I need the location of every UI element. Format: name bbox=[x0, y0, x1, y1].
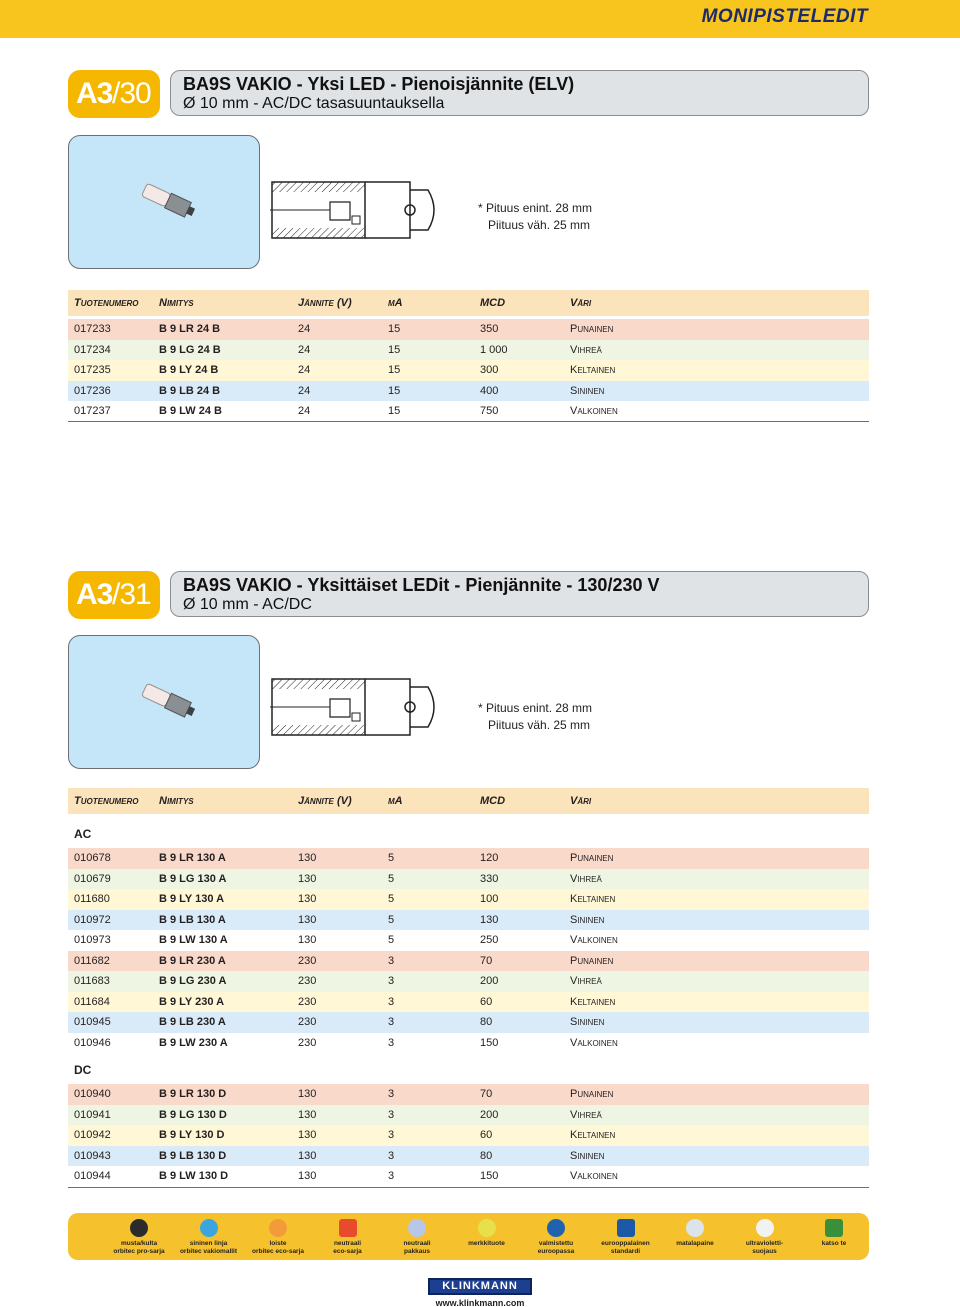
table-row bbox=[68, 319, 869, 340]
black-gold-led-icon bbox=[130, 1219, 148, 1237]
name-cell: B 9 LW 230 A bbox=[159, 1036, 228, 1049]
legend-item bbox=[174, 1219, 244, 1256]
name-cell: B 9 LW 130 D bbox=[159, 1170, 229, 1182]
page-title: MONIPISTELEDIT bbox=[701, 6, 868, 27]
color-cell: Keltainen bbox=[570, 1129, 616, 1141]
table-row bbox=[68, 1146, 869, 1167]
name-cell: B 9 LR 230 A bbox=[159, 954, 226, 967]
mcd-cell: 130 bbox=[480, 913, 499, 926]
color-cell: Keltainen bbox=[570, 364, 616, 376]
col-mcd: MCD bbox=[480, 795, 506, 807]
table-row bbox=[68, 1125, 869, 1146]
col-product-number: Tuotenumero bbox=[74, 795, 139, 807]
color-cell: Vihreä bbox=[570, 343, 602, 356]
mcd-cell: 200 bbox=[480, 1108, 499, 1121]
legend-line1: loiste bbox=[269, 1240, 287, 1247]
name-cell: B 9 LB 230 A bbox=[159, 1016, 226, 1028]
mcd-cell: 120 bbox=[480, 852, 499, 864]
section-subtitle: Ø 10 mm - AC/DC tasasuuntauksella bbox=[183, 95, 445, 112]
mcd-cell: 150 bbox=[480, 1170, 499, 1182]
voltage-cell: 130 bbox=[298, 872, 317, 885]
product-number-cell: 010943 bbox=[74, 1149, 111, 1162]
color-cell: Punainen bbox=[570, 1088, 614, 1100]
color-cell: Vihreä bbox=[570, 1108, 602, 1121]
legend-item bbox=[452, 1219, 522, 1248]
brand-icon bbox=[478, 1219, 496, 1237]
mcd-cell: 300 bbox=[480, 364, 499, 376]
mcd-cell: 80 bbox=[480, 1016, 493, 1028]
table-row bbox=[68, 1012, 869, 1033]
voltage-cell: 230 bbox=[298, 1016, 317, 1028]
code-letter: A3 bbox=[76, 578, 113, 611]
product-number-cell: 010940 bbox=[74, 1088, 111, 1100]
voltage-cell: 24 bbox=[298, 323, 311, 335]
table-row bbox=[68, 1084, 869, 1105]
min-length-text: Piituus väh. 25 mm bbox=[488, 718, 591, 732]
color-cell: Punainen bbox=[570, 323, 614, 335]
ma-cell: 5 bbox=[388, 852, 395, 864]
table-row bbox=[68, 848, 869, 869]
legend-label bbox=[730, 1240, 800, 1256]
product-number-cell: 010972 bbox=[74, 913, 111, 926]
name-cell: B 9 LB 130 D bbox=[159, 1149, 227, 1162]
ma-cell: 3 bbox=[388, 975, 395, 987]
ma-cell: 3 bbox=[388, 1170, 395, 1182]
legend-line1: musta/kulta bbox=[120, 1240, 158, 1247]
voltage-cell: 130 bbox=[298, 1129, 317, 1141]
voltage-cell: 230 bbox=[298, 954, 317, 967]
ma-cell: 3 bbox=[388, 1149, 395, 1162]
product-photo bbox=[68, 135, 260, 269]
section-code-badge bbox=[68, 70, 160, 118]
name-cell: B 9 LY 230 A bbox=[159, 995, 225, 1008]
color-cell: Keltainen bbox=[570, 995, 616, 1008]
product-number-cell: 010942 bbox=[74, 1129, 111, 1141]
legend-line1: ultravioletti- bbox=[745, 1240, 784, 1247]
ma-cell: 15 bbox=[388, 343, 401, 356]
section-code-badge bbox=[68, 571, 160, 619]
product-number-cell: 017236 bbox=[74, 384, 111, 397]
legend-line2: orbitec eco-sarja bbox=[251, 1248, 305, 1255]
table-row bbox=[68, 971, 869, 992]
legend-line2: euroopassa bbox=[537, 1248, 575, 1255]
ma-cell: 3 bbox=[388, 995, 395, 1008]
legend-line1: matalapaine bbox=[676, 1240, 714, 1247]
dimensions-note bbox=[478, 200, 592, 234]
product-number-cell: 017235 bbox=[74, 364, 111, 376]
voltage-cell: 24 bbox=[298, 384, 311, 397]
name-cell: B 9 LG 24 B bbox=[159, 343, 221, 356]
color-cell: Valkoinen bbox=[570, 1036, 618, 1049]
name-cell: B 9 LB 24 B bbox=[159, 384, 221, 397]
color-cell: Sininen bbox=[570, 913, 605, 926]
product-number-cell: 011680 bbox=[74, 893, 110, 905]
table-row bbox=[68, 1105, 869, 1126]
legend-item bbox=[521, 1219, 591, 1256]
col-name: Nimitys bbox=[159, 297, 194, 309]
legend-item bbox=[104, 1219, 174, 1256]
max-length-text: * Pituus enint. 28 mm bbox=[478, 201, 593, 215]
col-voltage: Jännite (V) bbox=[298, 795, 352, 807]
product-number-cell: 010945 bbox=[74, 1016, 111, 1028]
color-cell: Punainen bbox=[570, 954, 614, 967]
product-number-cell: 010941 bbox=[74, 1108, 111, 1121]
mcd-cell: 350 bbox=[480, 323, 499, 335]
table-row bbox=[68, 1166, 869, 1187]
color-cell: Vihreä bbox=[570, 872, 602, 885]
code-number: /31 bbox=[112, 578, 151, 611]
voltage-cell: 24 bbox=[298, 343, 311, 356]
voltage-cell: 130 bbox=[298, 913, 317, 926]
col-name: Nimitys bbox=[159, 795, 194, 807]
see-page-icon bbox=[825, 1219, 843, 1237]
table-row bbox=[68, 340, 869, 361]
mcd-cell: 60 bbox=[480, 1129, 493, 1141]
table-divider bbox=[68, 421, 869, 422]
legend-label bbox=[660, 1240, 730, 1248]
col-voltage: Jännite (V) bbox=[298, 297, 352, 309]
min-length-text: Piituus väh. 25 mm bbox=[488, 218, 591, 232]
section-subtitle: Ø 10 mm - AC/DC bbox=[183, 596, 312, 613]
ma-cell: 3 bbox=[388, 954, 395, 967]
col-mcd: MCD bbox=[480, 297, 506, 309]
legend-label bbox=[243, 1240, 313, 1256]
mcd-cell: 60 bbox=[480, 995, 493, 1008]
legend-label bbox=[521, 1240, 591, 1256]
ma-cell: 15 bbox=[388, 364, 401, 376]
legend-line1: neutraali bbox=[333, 1240, 362, 1247]
table-row bbox=[68, 951, 869, 972]
voltage-cell: 130 bbox=[298, 1108, 317, 1121]
section-title: BA9S VAKIO - Yksittäiset LEDit - Pienjännite - 130/230 V bbox=[183, 575, 660, 595]
color-cell: Vihreä bbox=[570, 975, 602, 987]
code-number: /30 bbox=[112, 77, 151, 110]
legend-line2: pakkaus bbox=[403, 1248, 431, 1255]
voltage-cell: 130 bbox=[298, 934, 317, 946]
ma-cell: 15 bbox=[388, 384, 401, 397]
product-photo bbox=[68, 635, 260, 769]
col-product-number: Tuotenumero bbox=[74, 297, 139, 309]
eco-icon bbox=[339, 1219, 357, 1237]
table-row bbox=[68, 992, 869, 1013]
table-row bbox=[68, 360, 869, 381]
mcd-cell: 70 bbox=[480, 954, 493, 967]
ma-cell: 15 bbox=[388, 405, 401, 417]
legend-label bbox=[452, 1240, 522, 1248]
ma-cell: 15 bbox=[388, 323, 401, 335]
product-number-cell: 010973 bbox=[74, 934, 111, 946]
led-bulb-image bbox=[69, 636, 259, 768]
mcd-cell: 250 bbox=[480, 934, 499, 946]
table-row bbox=[68, 889, 869, 910]
table-row bbox=[68, 1033, 869, 1054]
legend-label bbox=[104, 1240, 174, 1256]
product-number-cell: 017234 bbox=[74, 343, 111, 356]
table-row bbox=[68, 381, 869, 402]
section-heading bbox=[170, 571, 869, 617]
voltage-cell: 24 bbox=[298, 405, 311, 417]
section-title: BA9S VAKIO - Yksi LED - Pienoisjännite (ELV) bbox=[183, 74, 575, 94]
voltage-cell: 230 bbox=[298, 995, 317, 1008]
color-cell: Sininen bbox=[570, 1149, 605, 1162]
product-number-cell: 010944 bbox=[74, 1170, 111, 1182]
voltage-cell: 130 bbox=[298, 1170, 317, 1182]
product-number-cell: 017233 bbox=[74, 323, 111, 335]
product-number-cell: 010679 bbox=[74, 872, 111, 885]
name-cell: B 9 LR 130 A bbox=[159, 852, 226, 864]
legend-label bbox=[174, 1240, 244, 1256]
klinkmann-logo: KLINKMANN bbox=[428, 1278, 532, 1295]
col-color: Väri bbox=[570, 795, 592, 807]
eu-made-icon bbox=[547, 1219, 565, 1237]
legend-bar bbox=[68, 1213, 869, 1260]
col-color: Väri bbox=[570, 297, 592, 309]
ma-cell: 3 bbox=[388, 1016, 395, 1028]
table-row bbox=[68, 401, 869, 422]
table-row bbox=[68, 930, 869, 951]
legend-item bbox=[243, 1219, 313, 1256]
legend-line1: katso te bbox=[821, 1240, 847, 1247]
uv-stop-icon bbox=[756, 1219, 774, 1237]
ma-cell: 5 bbox=[388, 913, 395, 926]
col-ma: mA bbox=[388, 795, 403, 807]
voltage-cell: 24 bbox=[298, 364, 311, 376]
voltage-cell: 230 bbox=[298, 975, 317, 987]
col-ma: mA bbox=[388, 297, 403, 309]
technical-drawing bbox=[270, 677, 470, 767]
mcd-cell: 70 bbox=[480, 1088, 493, 1100]
product-number-cell: 011684 bbox=[74, 995, 110, 1008]
legend-label bbox=[799, 1240, 869, 1248]
mcd-cell: 80 bbox=[480, 1149, 493, 1162]
color-cell: Sininen bbox=[570, 384, 605, 397]
name-cell: B 9 LY 130 D bbox=[159, 1129, 225, 1141]
voltage-cell: 130 bbox=[298, 1088, 317, 1100]
legend-line1: merkkituote bbox=[468, 1240, 505, 1247]
group-label-dc: DC bbox=[74, 1063, 92, 1077]
legend-line2: orbitec pro-sarja bbox=[113, 1248, 165, 1255]
product-number-cell: 017237 bbox=[74, 405, 111, 417]
color-cell: Punainen bbox=[570, 852, 614, 864]
table-row bbox=[68, 910, 869, 931]
ma-cell: 5 bbox=[388, 934, 395, 946]
legend-item bbox=[660, 1219, 730, 1248]
legend-line2: standardi bbox=[610, 1248, 641, 1255]
table-header bbox=[68, 788, 869, 814]
legend-item bbox=[313, 1219, 383, 1256]
color-cell: Valkoinen bbox=[570, 405, 618, 417]
name-cell: B 9 LR 130 D bbox=[159, 1088, 227, 1100]
mcd-cell: 100 bbox=[480, 893, 499, 905]
name-cell: B 9 LG 230 A bbox=[159, 975, 227, 987]
legend-label bbox=[313, 1240, 383, 1256]
legend-label bbox=[382, 1240, 452, 1256]
legend-line2: eco-sarja bbox=[333, 1248, 362, 1255]
header-bar bbox=[0, 0, 960, 38]
ma-cell: 3 bbox=[388, 1088, 395, 1100]
table-header bbox=[68, 290, 869, 316]
ma-cell: 3 bbox=[388, 1108, 395, 1121]
name-cell: B 9 LW 24 B bbox=[159, 405, 222, 417]
ma-cell: 5 bbox=[388, 893, 395, 905]
name-cell: B 9 LG 130 A bbox=[159, 872, 227, 885]
technical-drawing bbox=[270, 180, 470, 270]
section-heading bbox=[170, 70, 869, 116]
name-cell: B 9 LY 130 A bbox=[159, 893, 225, 905]
legend-item bbox=[799, 1219, 869, 1248]
mcd-cell: 200 bbox=[480, 975, 499, 987]
neutral-package-icon bbox=[408, 1219, 426, 1237]
mcd-cell: 400 bbox=[480, 384, 499, 397]
legend-label bbox=[591, 1240, 661, 1256]
legend-item bbox=[591, 1219, 661, 1256]
legend-item bbox=[730, 1219, 800, 1256]
ce-icon bbox=[617, 1219, 635, 1237]
color-cell: Sininen bbox=[570, 1016, 605, 1028]
legend-line1: sininen linja bbox=[189, 1240, 228, 1247]
name-cell: B 9 LW 130 A bbox=[159, 934, 228, 946]
ma-cell: 3 bbox=[388, 1129, 395, 1141]
mcd-cell: 330 bbox=[480, 872, 499, 885]
led-bulb-image bbox=[69, 136, 259, 268]
voltage-cell: 130 bbox=[298, 1149, 317, 1162]
color-cell: Valkoinen bbox=[570, 1170, 618, 1182]
ma-cell: 5 bbox=[388, 872, 395, 885]
mcd-cell: 750 bbox=[480, 405, 499, 417]
legend-line2: orbitec vakiomallit bbox=[179, 1248, 238, 1255]
voltage-cell: 130 bbox=[298, 893, 317, 905]
mcd-cell: 150 bbox=[480, 1036, 499, 1049]
legend-line1: neutraali bbox=[403, 1240, 431, 1247]
group-label-ac: AC bbox=[74, 827, 92, 841]
code-letter: A3 bbox=[76, 77, 113, 110]
mcd-cell: 1 000 bbox=[480, 343, 508, 356]
product-number-cell: 010678 bbox=[74, 852, 111, 864]
table-row bbox=[68, 869, 869, 890]
product-number-cell: 011682 bbox=[74, 954, 110, 967]
legend-item bbox=[382, 1219, 452, 1256]
glow-icon bbox=[269, 1219, 287, 1237]
legend-line1: eurooppalainen bbox=[601, 1240, 650, 1247]
blue-line-icon bbox=[200, 1219, 218, 1237]
table-divider bbox=[68, 1187, 869, 1188]
color-cell: Valkoinen bbox=[570, 934, 618, 946]
legend-line2: suojaus bbox=[752, 1248, 777, 1255]
product-number-cell: 011683 bbox=[74, 975, 110, 987]
ma-cell: 3 bbox=[388, 1036, 395, 1049]
name-cell: B 9 LR 24 B bbox=[159, 323, 221, 335]
voltage-cell: 130 bbox=[298, 852, 317, 864]
name-cell: B 9 LB 130 A bbox=[159, 913, 226, 926]
dimensions-note bbox=[478, 700, 592, 734]
product-number-cell: 010946 bbox=[74, 1036, 111, 1049]
color-cell: Keltainen bbox=[570, 893, 616, 905]
max-length-text: * Pituus enint. 28 mm bbox=[478, 701, 593, 715]
low-pressure-icon bbox=[686, 1219, 704, 1237]
website-url: www.klinkmann.com bbox=[435, 1298, 525, 1307]
legend-line1: valmistettu bbox=[538, 1240, 574, 1247]
name-cell: B 9 LG 130 D bbox=[159, 1108, 227, 1121]
voltage-cell: 230 bbox=[298, 1036, 317, 1049]
name-cell: B 9 LY 24 B bbox=[159, 364, 219, 376]
